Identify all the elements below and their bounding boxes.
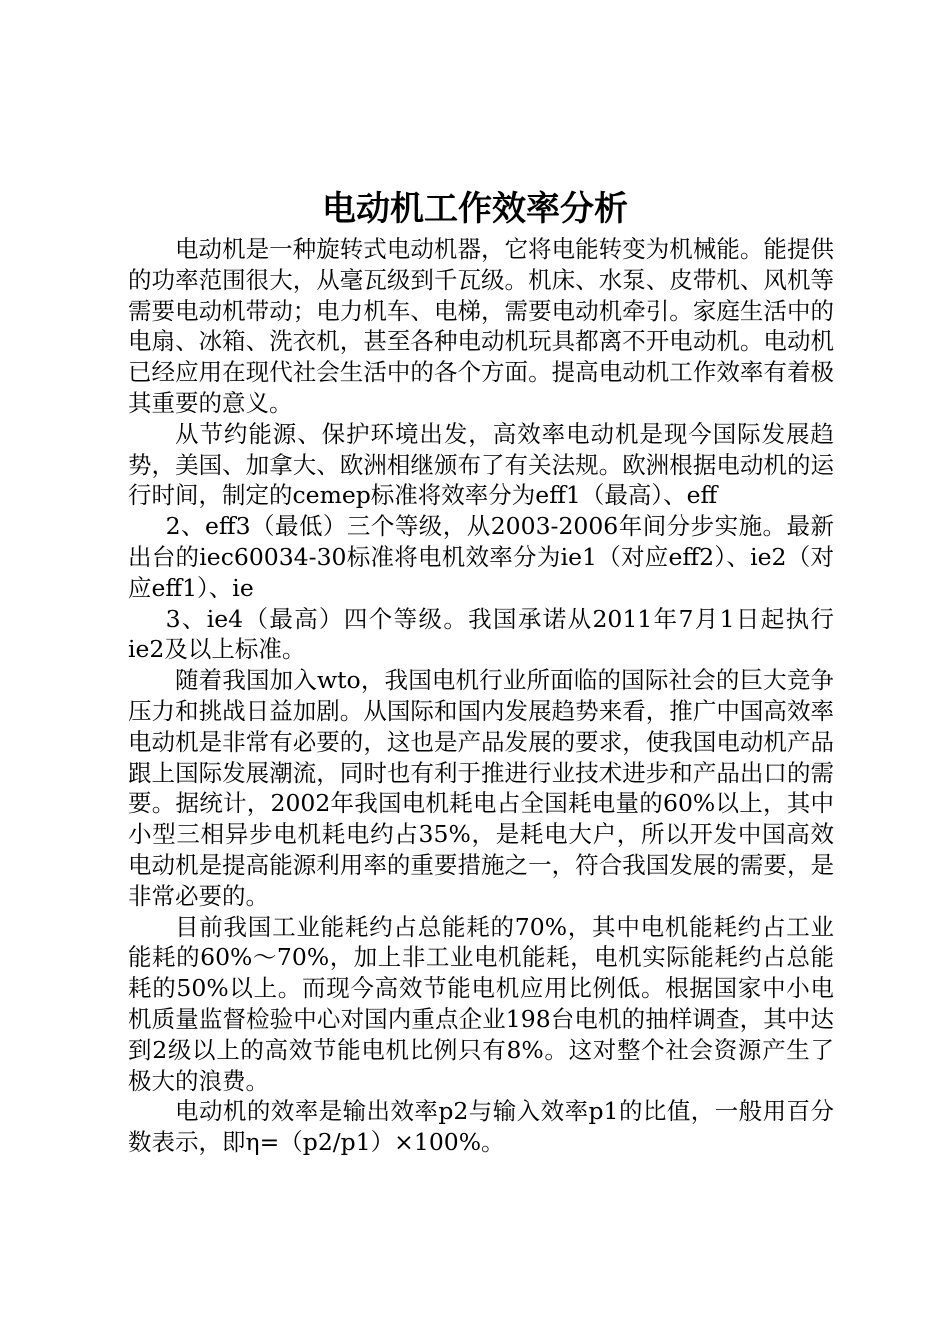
document-body bbox=[128, 234, 834, 1158]
paragraph-efficiency-standards: 从节约能源、保护环境出发，高效率电动机是现今国际发展趋势，美国、加拿大、欧洲相继颁布了有关法规。欧洲根据电动机的运行时间，制定的cemep标准将效率分为eff1（最高）、eff bbox=[128, 419, 834, 510]
paragraph-efficiency-formula: 电动机的效率是输出效率p2与输入效率p1的比值，一般用百分数表示，即η=（p2/p1）×100%。 bbox=[128, 1097, 834, 1157]
document-title: 电动机工作效率分析 bbox=[322, 189, 628, 229]
paragraph-intro: 电动机是一种旋转式电动机器，它将电能转变为机械能。能提供的功率范围很大，从毫瓦级到千瓦级。机床、水泵、皮带机、风机等需要电动机带动；电力机车、电梯，需要电动机牵引。家庭生活中的电扇、冰箱、洗衣机，甚至各种电动机玩具都离不开电动机。电动机已经应用在现代社会生活中的各个方面。提高电动机工作效率有着极其重要的意义。 bbox=[128, 235, 834, 417]
paragraph-wto-competition: 随着我国加入wto，我国电机行业所面临的国际社会的巨大竞争压力和挑战日益加剧。从国际和国内发展趋势来看，推广中国高效率电动机是非常有必要的，这也是产品发展的要求，使我国电动机产品跟上国际发展潮流，同时也有利于推进行业技术进步和产品出口的需要。据统计，2002年我国电机耗电占全国耗电量的60%以上，其中小型三相异步电机耗电约占35%，是耗电大户，所以开发中国高效电动机是提高能源利用率的重要措施之一，符合我国发展的需要，是非常必要的。 bbox=[128, 666, 834, 910]
paragraph-china-commitment: 3、ie4（最高）四个等级。我国承诺从2011年7月1日起执行ie2及以上标准。 bbox=[128, 604, 834, 664]
paragraph-energy-consumption: 目前我国工业能耗约占总能耗的70%，其中电机能耗约占工业能耗的60%～70%，加上非工业电机能耗，电机实际能耗约占总能耗的50%以上。而现今高效节能电机应用比例低。根据国家中小电机质量监督检验中心对国内重点企业198台电机的抽样调查，其中达到2级以上的高效节能电机比例只有8%。这对整个社会资源产生了极大的浪费。 bbox=[128, 912, 834, 1095]
paragraph-efficiency-levels: 2、eff3（最低）三个等级，从2003-2006年间分步实施。最新出台的iec60034-30标准将电机效率分为ie1（对应eff2）、ie2（对应eff1）、ie bbox=[128, 512, 834, 602]
